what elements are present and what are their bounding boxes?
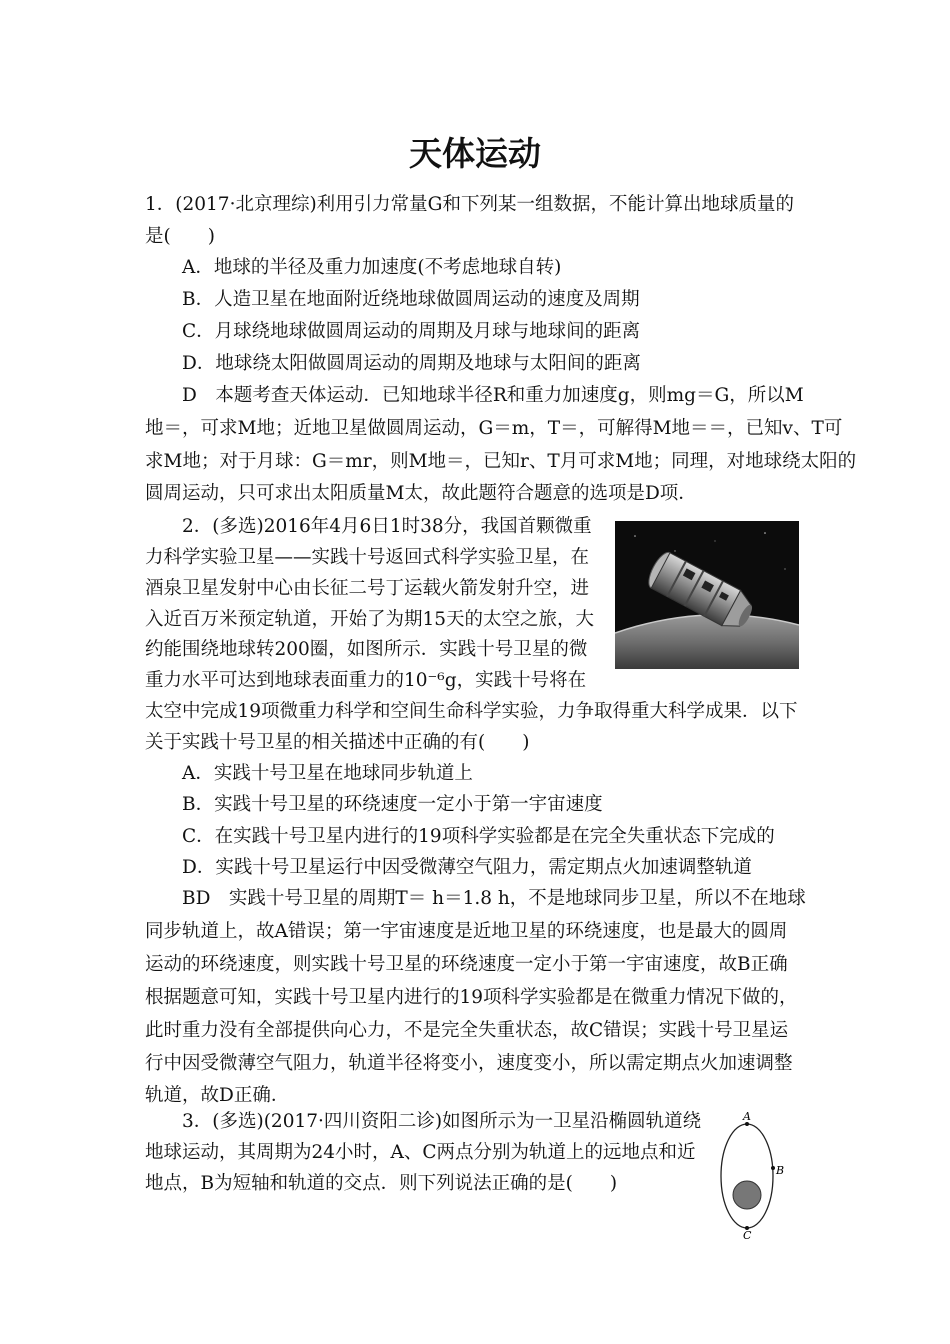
q2-option-d: D．实践十号卫星运行中因受微薄空气阻力，需定期点火加速调整轨道	[182, 857, 752, 878]
q1-option-b: B．人造卫星在地面附近绕地球做圆周运动的速度及周期	[182, 289, 640, 310]
q2-answer-line: BD 实践十号卫星的周期T＝ h＝1.8 h，不是地球同步卫星，所以不在地球	[182, 888, 806, 909]
q2-answer-line: 根据题意可知，实践十号卫星内进行的19项科学实验都是在微重力情况下做的，	[145, 987, 798, 1008]
orbit-label-b: B	[776, 1164, 785, 1177]
q3-stem-line: 3．(多选)(2017·四川资阳二诊)如图所示为一卫星沿椭圆轨道绕	[182, 1111, 702, 1132]
q1-answer-line: D 本题考查天体运动．已知地球半径R和重力加速度g，则mg＝G，所以M	[182, 385, 804, 406]
q1-answer-line: 求M地；对于月球：G＝mr，则M地＝，已知r、T月可求M地；同理，对地球绕太阳的	[145, 451, 857, 472]
q2-answer-line: 此时重力没有全部提供向心力，不是完全失重状态，故C错误；实践十号卫星运	[145, 1020, 789, 1041]
orbit-label-c: C	[743, 1229, 752, 1240]
q2-stem-line: 入近百万米预定轨道，开始了为期15天的太空之旅，大	[145, 609, 595, 630]
q2-option-c: C．在实践十号卫星内进行的19项科学实验都是在完全失重状态下完成的	[182, 826, 775, 847]
q2-stem-line: 重力水平可达到地球表面重力的10⁻⁶g，实践十号将在	[145, 670, 587, 691]
orbit-diagram	[718, 1110, 788, 1240]
q2-stem-line: 约能围绕地球转200圈，如图所示．实践十号卫星的微	[145, 639, 588, 660]
q2-option-a: A．实践十号卫星在地球同步轨道上	[182, 763, 473, 784]
q1-stem-line: 是( )	[145, 226, 215, 247]
q2-answer-line: 轨道，故D正确．	[145, 1085, 290, 1106]
q1-option-a: A．地球的半径及重力加速度(不考虑地球自转)	[182, 257, 562, 278]
q1-option-c: C．月球绕地球做圆周运动的周期及月球与地球间的距离	[182, 321, 641, 342]
q3-stem-line: 地点，B为短轴和轨道的交点．则下列说法正确的是( )	[145, 1173, 618, 1194]
page-title: 天体运动	[409, 134, 541, 173]
satellite-photo	[615, 521, 799, 669]
q2-option-b: B．实践十号卫星的环绕速度一定小于第一宇宙速度	[182, 794, 603, 815]
q2-answer-line: 行中因受微薄空气阻力，轨道半径将变小，速度变小，所以需定期点火加速调整	[145, 1053, 793, 1074]
q1-stem-line: 1．(2017·北京理综)利用引力常量G和下列某一组数据，不能计算出地球质量的	[145, 194, 794, 215]
q2-answer-line: 运动的环绕速度，则实践十号卫星的环绕速度一定小于第一宇宙速度，故B正确	[145, 954, 788, 975]
q2-stem-line: 力科学实验卫星——实践十号返回式科学实验卫星，在	[145, 547, 590, 568]
q2-answer-line: 同步轨道上，故A错误；第一宇宙速度是近地卫星的环绕速度，也是最大的圆周	[145, 921, 788, 942]
q2-stem-line: 2．(多选)2016年4月6日1时38分，我国首颗微重	[182, 516, 592, 537]
q3-stem-line: 地球运动，其周期为24小时，A、C两点分别为轨道上的远地点和近	[145, 1142, 696, 1163]
q1-answer-line: 地＝，可求M地；近地卫星做圆周运动，G＝m，T＝，可解得M地＝＝，已知v、T可	[145, 418, 843, 439]
q2-stem-line: 太空中完成19项微重力科学和空间生命科学实验，力争取得重大科学成果．以下	[145, 701, 798, 722]
q1-answer-line: 圆周运动，只可求出太阳质量M太，故此题符合题意的选项是D项．	[145, 483, 697, 504]
q2-stem-line: 关于实践十号卫星的相关描述中正确的有( )	[145, 732, 530, 753]
orbit-label-a: A	[743, 1110, 751, 1123]
q2-stem-line: 酒泉卫星发射中心由长征二号丁运载火箭发射升空，进	[145, 578, 590, 599]
q1-option-d: D．地球绕太阳做圆周运动的周期及地球与太阳间的距离	[182, 353, 641, 374]
